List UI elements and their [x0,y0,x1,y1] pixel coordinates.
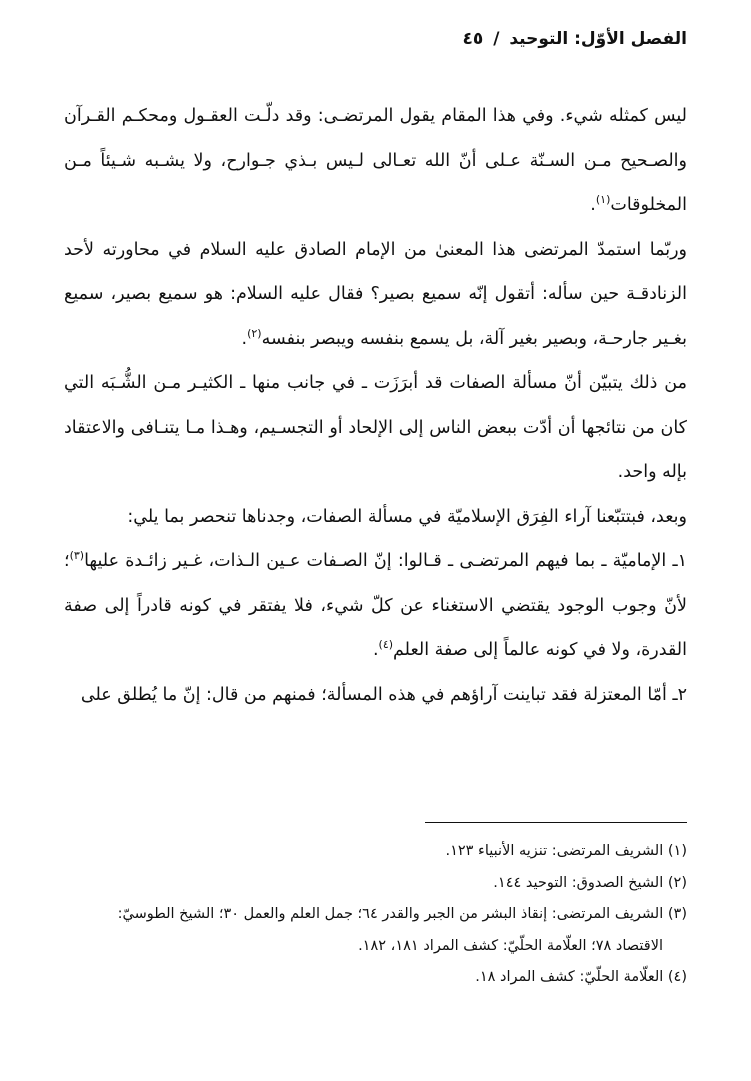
footnotes [64,836,687,994]
paragraph-3 [64,361,687,495]
paragraph-5-text-b: ؛ لأنّ وجوب الوجود يقتضي الاستغناء عن كلّ شيء، فلا يفتقر في كونه قادراً إلى صفة القدرة، ولا في كونه عالماً إلى صفة العلم [64,551,687,660]
paragraph-5-end: . [372,640,379,660]
footnote-2: (٢) الشيخ الصدوق: التوحيد ١٤٤. [493,874,687,891]
paragraph-5 [64,539,687,673]
paragraph-4-text: وبعد، فبتتبّعنا آراء الفِرَق الإسلاميّة في مسألة الصفات، وجدناها تنحصر بما يلي: [127,506,687,527]
paragraph-6 [64,673,687,718]
paragraph-4 [64,495,687,540]
footnote-ref-2[interactable]: (٢) [247,326,262,340]
paragraph-1-text: ليس كمثله شيء. وفي هذا المقام يقول المرتضـى: وقد دلّـت العقـول ومحكـم القـرآن والصـحيح مـن السـنّة عـلى أنّ الله تعـالى لـيس بـذي جـوارح، ولا يشـبه شـيئاً مـن المخلوقات [64,106,687,215]
paragraph-1 [64,94,687,228]
header-separator: / [493,29,500,49]
paragraph-6-text: ٢ـ أمّا المعتزلة فقد تباينت آراؤهم في هذه المسألة؛ فمنهم من قال: إنّ ما يُطلق على [80,684,687,705]
page-number: ٤٥ [462,29,484,49]
paragraph-2-text: وربّما استمدّ المرتضى هذا المعنىٰ من الإمام الصادق عليه السلام في محاورته لأحد الزنادقـة حين سأله: أتقول إنّه سميع بصير؟ فقال عليه السلام: هو سميع بصير، سميع بغـير جارحـة، وبصير بغير آلة، بل يسمع بنفسه ويبصر بنفسه [64,239,687,349]
running-header [463,28,687,52]
paragraph-1-end: . [590,195,596,215]
paragraph-5-text-a: ١ـ الإماميّة ـ بما فيهم المرتضـى ـ قـالوا: إنّ الصـفات عـين الـذات، غـير زائـدة عليها [84,551,687,571]
footnote-ref-3[interactable]: (٣) [69,549,85,563]
footnote-1: (١) الشريف المرتضى: تنزيه الأنبياء ١٢٣. [445,843,687,859]
footnote-3-line-2: الاقتصاد ٧٨؛ العلّامة الحلّيّ: كشف المراد ١٨١، ١٨٢. [358,937,663,954]
paragraph-2-end: . [241,328,248,349]
main-text [64,94,687,717]
footnote-ref-4[interactable]: (٤) [378,638,394,652]
footnote-divider [425,822,687,823]
footnote-3-line-1: (٣) الشريف المرتضى: إنقاذ البشر من الجبر والقدر ٦٤؛ جمل العلم والعمل ٣٠؛ الشيخ الطوسيّ: [117,906,687,922]
footnote-4: (٤) العلّامة الحلّيّ: كشف المراد ١٨. [475,969,687,985]
footnote-ref-1[interactable]: (١) [595,193,611,207]
paragraph-2 [64,228,687,362]
paragraph-3-text: من ذلك يتبيّن أنّ مسألة الصفات قد أبرَزَت ـ في جانب منها ـ الكثيـر مـن الشُّـبَه التي كان من نتائجها أن أدّت ببعض الناس إلى الإلحاد أو التجسـيم، وهـذا مـا يتنـافى والاعتقاد بإله واحد. [64,373,687,482]
chapter-title: الفصل الأوّل: التوحيد [509,29,687,49]
